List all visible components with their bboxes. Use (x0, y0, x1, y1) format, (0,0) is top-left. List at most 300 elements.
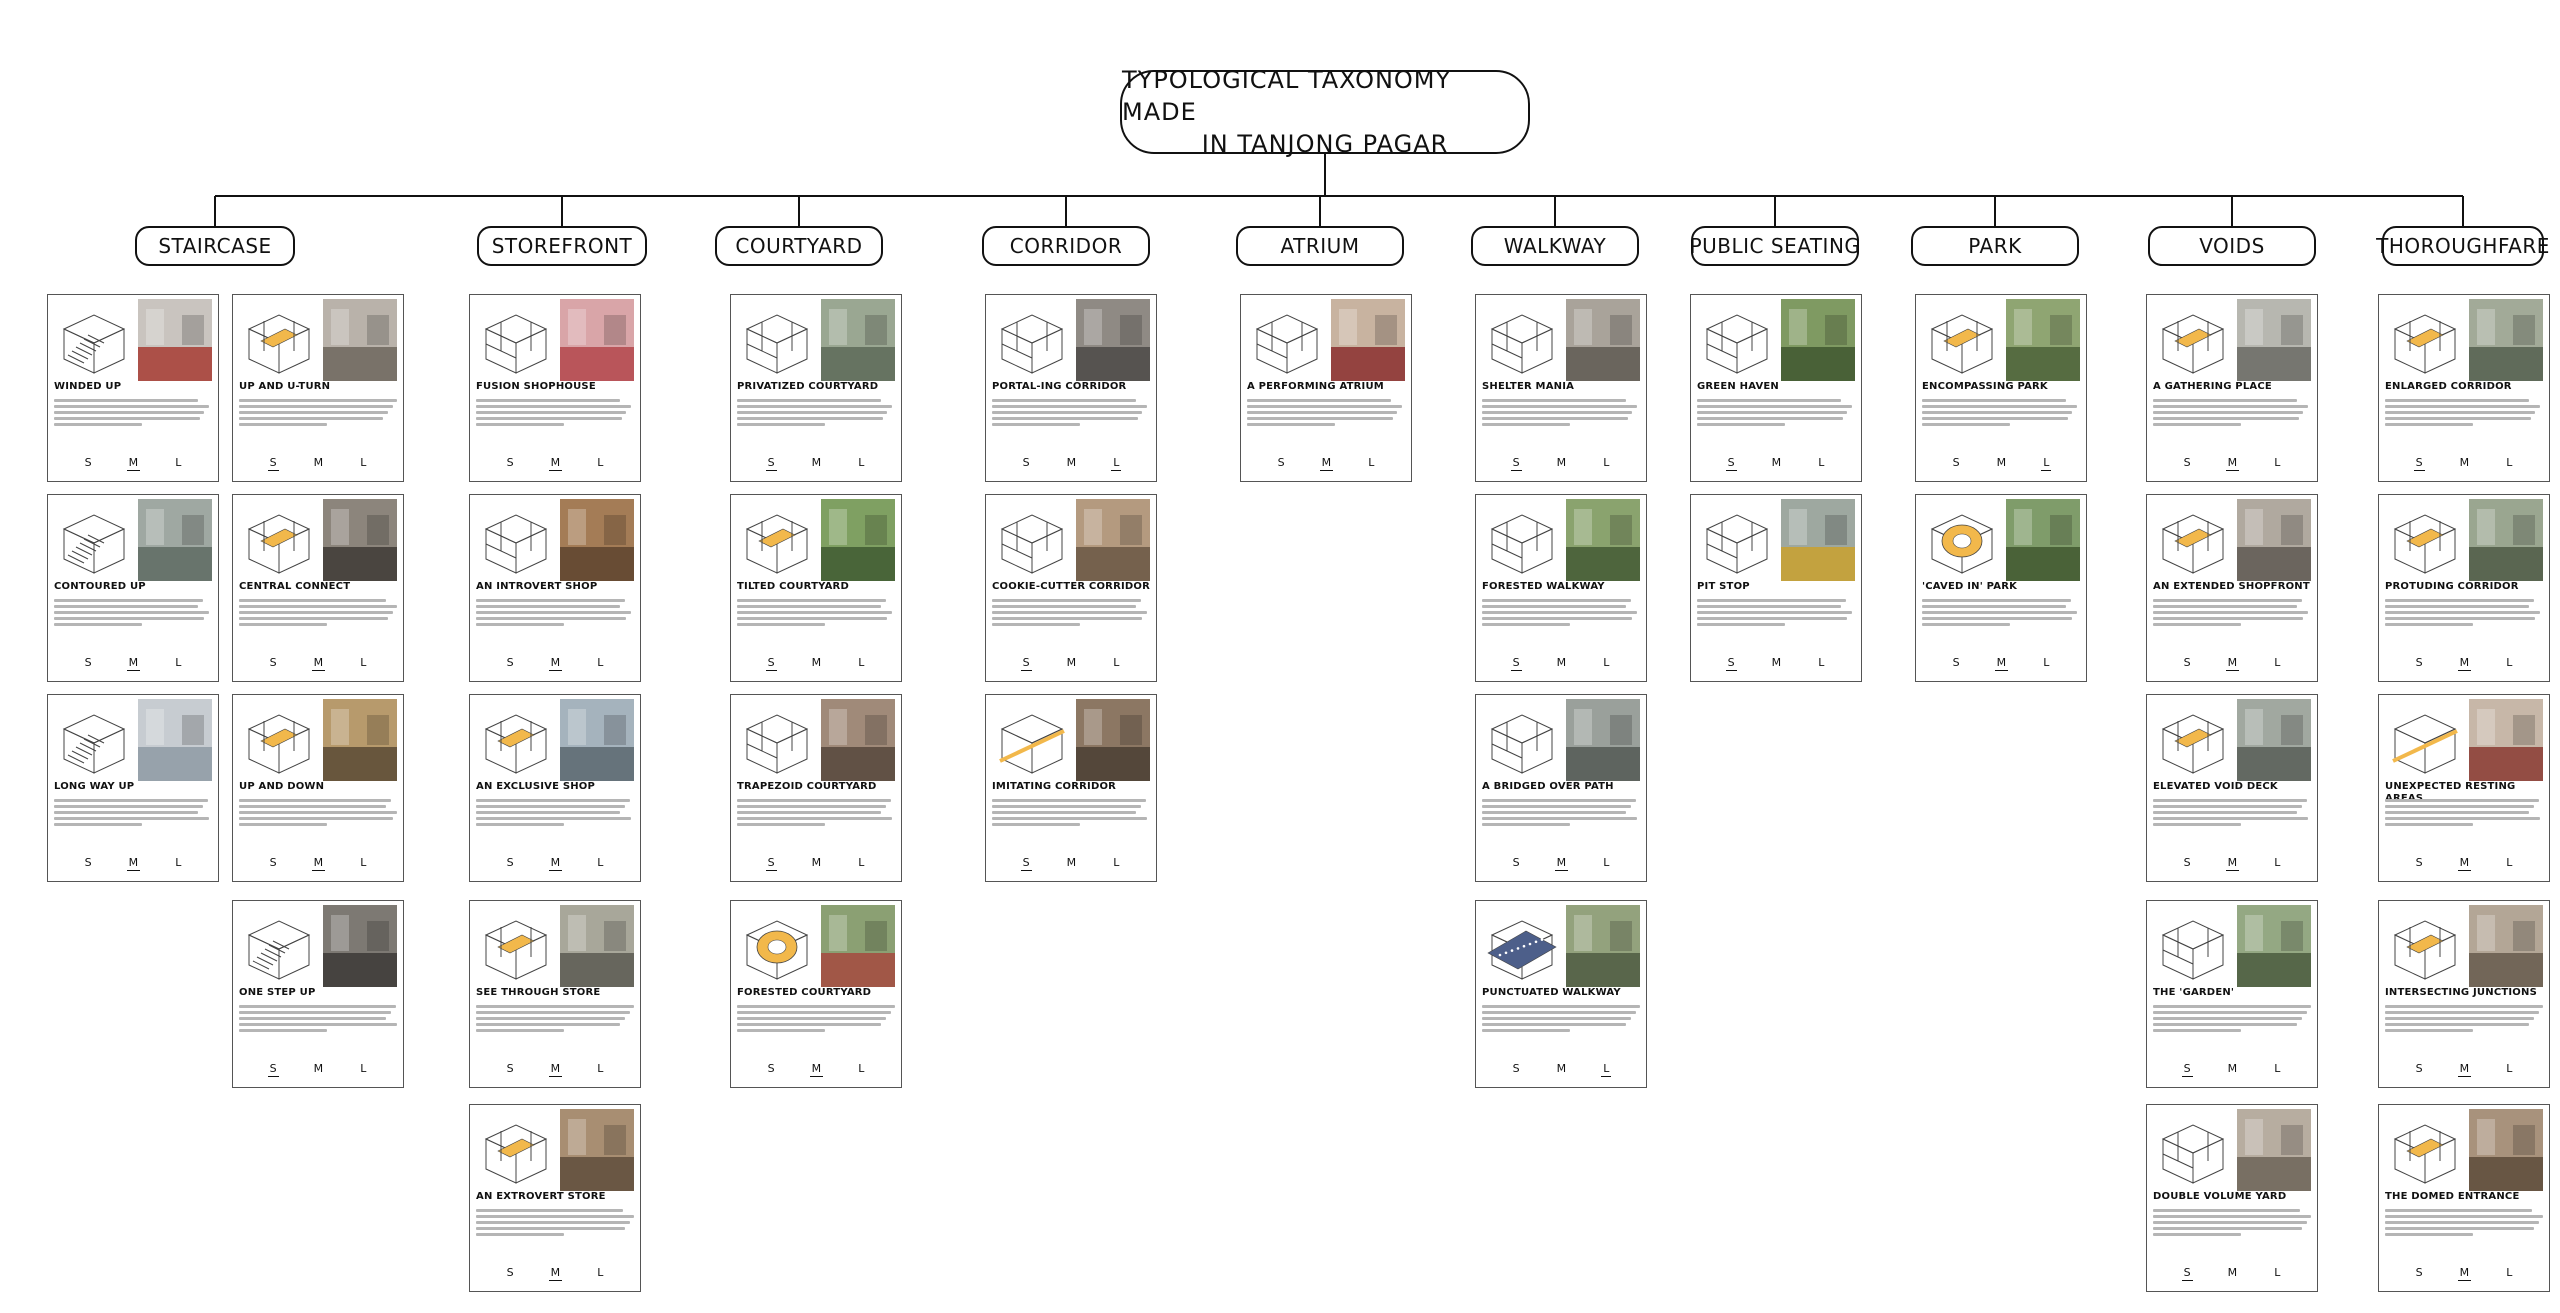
size-label-l: L (597, 656, 604, 669)
size-label-l: L (1368, 456, 1375, 469)
axonometric-sketch (2385, 701, 2465, 777)
size-label-s: S (84, 856, 92, 869)
size-label-s: S (269, 856, 277, 869)
typology-name: TILTED COURTYARD (737, 581, 849, 592)
typology-card (1475, 900, 1647, 1088)
description-text-placeholder (1697, 399, 1857, 439)
size-scale (1476, 856, 1646, 871)
size-label-s: S (1952, 656, 1960, 669)
category-thoroughfare: THOROUGHFARE (2382, 226, 2544, 266)
site-photo (138, 499, 212, 581)
description-text-placeholder (1247, 399, 1407, 439)
size-label-l: L (597, 856, 604, 869)
description-text-placeholder (476, 399, 636, 439)
size-scale (48, 856, 218, 871)
typology-card (2146, 694, 2318, 882)
typology-card (47, 494, 219, 682)
typology-card (730, 694, 902, 882)
size-label-l: L (1818, 456, 1825, 469)
size-label-m: M (1556, 856, 1567, 869)
axonometric-sketch (54, 301, 134, 377)
size-scale (986, 456, 1156, 471)
size-label-m: M (1066, 856, 1077, 869)
size-scale (2147, 1062, 2317, 1077)
site-photo (1076, 299, 1150, 381)
site-photo (560, 1109, 634, 1191)
size-scale (233, 456, 403, 471)
size-scale (1476, 1062, 1646, 1077)
typology-name: SEE THROUGH STORE (476, 987, 601, 998)
description-text-placeholder (1922, 599, 2082, 639)
size-label-m: M (550, 456, 561, 469)
site-photo (323, 499, 397, 581)
axonometric-sketch (239, 501, 319, 577)
description-text-placeholder (1482, 799, 1642, 839)
typology-card (2378, 1104, 2550, 1292)
size-label-s: S (1022, 856, 1030, 869)
typology-name: AN EXTROVERT STORE (476, 1191, 606, 1202)
description-text-placeholder (1482, 399, 1642, 439)
description-text-placeholder (2153, 599, 2313, 639)
size-label-s: S (1727, 456, 1735, 469)
description-text-placeholder (476, 799, 636, 839)
typology-card (730, 294, 902, 482)
axonometric-sketch (1482, 301, 1562, 377)
site-photo (2469, 499, 2543, 581)
size-label-l: L (2506, 1062, 2513, 1075)
size-label-s: S (2415, 656, 2423, 669)
typology-card (1475, 694, 1647, 882)
size-label-m: M (313, 456, 324, 469)
axonometric-sketch (1482, 501, 1562, 577)
size-scale (2147, 656, 2317, 671)
typology-name: PUNCTUATED WALKWAY (1482, 987, 1621, 998)
size-label-l: L (858, 456, 865, 469)
site-photo (821, 905, 895, 987)
size-label-m: M (1066, 456, 1077, 469)
size-label-l: L (360, 1062, 367, 1075)
axonometric-sketch (54, 501, 134, 577)
size-label-s: S (269, 1062, 277, 1075)
size-label-s: S (2183, 456, 2191, 469)
size-label-l: L (1603, 1062, 1610, 1075)
size-label-m: M (128, 656, 139, 669)
typology-name: IMITATING CORRIDOR (992, 781, 1117, 792)
typology-card (469, 294, 641, 482)
size-label-s: S (1022, 456, 1030, 469)
typology-card (1690, 494, 1862, 682)
typology-card (47, 694, 219, 882)
site-photo (560, 299, 634, 381)
axonometric-sketch (1922, 501, 2002, 577)
size-scale (731, 456, 901, 471)
size-label-l: L (2274, 656, 2281, 669)
description-text-placeholder (2385, 399, 2545, 439)
size-label-l: L (858, 656, 865, 669)
axonometric-sketch (2153, 701, 2233, 777)
typology-card (232, 900, 404, 1088)
size-label-l: L (597, 1266, 604, 1279)
size-scale (470, 1266, 640, 1281)
size-label-l: L (2506, 656, 2513, 669)
size-scale (1916, 456, 2086, 471)
size-label-m: M (2227, 1266, 2238, 1279)
axonometric-sketch (1922, 301, 2002, 377)
axonometric-sketch (1247, 301, 1327, 377)
axonometric-sketch (1482, 701, 1562, 777)
description-text-placeholder (2385, 799, 2545, 839)
size-label-m: M (313, 856, 324, 869)
site-photo (2469, 1109, 2543, 1191)
size-label-s: S (506, 1062, 514, 1075)
size-label-m: M (1556, 1062, 1567, 1075)
size-label-s: S (2415, 856, 2423, 869)
category-corridor: CORRIDOR (982, 226, 1150, 266)
site-photo (560, 699, 634, 781)
site-photo (1781, 499, 1855, 581)
size-label-s: S (2183, 656, 2191, 669)
size-label-m: M (1066, 656, 1077, 669)
site-photo (2237, 499, 2311, 581)
size-scale (470, 456, 640, 471)
size-label-m: M (2459, 456, 2470, 469)
size-label-m: M (811, 456, 822, 469)
axonometric-sketch (2153, 301, 2233, 377)
axonometric-sketch (1697, 301, 1777, 377)
axonometric-sketch (2153, 501, 2233, 577)
size-label-s: S (84, 456, 92, 469)
size-scale (2379, 1062, 2549, 1077)
size-label-l: L (2506, 456, 2513, 469)
typology-card (1915, 494, 2087, 682)
size-label-s: S (2415, 1062, 2423, 1075)
description-text-placeholder (2153, 1209, 2313, 1249)
size-scale (233, 1062, 403, 1077)
size-label-l: L (360, 856, 367, 869)
title-line-2: IN TANJONG PAGAR (1201, 130, 1449, 158)
typology-name: A GATHERING PLACE (2153, 381, 2272, 392)
size-label-m: M (2459, 1266, 2470, 1279)
typology-card (1915, 294, 2087, 482)
size-label-m: M (128, 456, 139, 469)
description-text-placeholder (476, 1209, 636, 1249)
description-text-placeholder (2153, 1005, 2313, 1045)
size-scale (470, 1062, 640, 1077)
size-label-s: S (269, 656, 277, 669)
typology-name: A BRIDGED OVER PATH (1482, 781, 1614, 792)
size-scale (470, 856, 640, 871)
typology-name: GREEN HAVEN (1697, 381, 1779, 392)
size-label-m: M (2459, 656, 2470, 669)
title-line-1: TYPOLOGICAL TAXONOMY MADE (1122, 66, 1452, 126)
size-scale (731, 656, 901, 671)
size-scale (1691, 456, 1861, 471)
category-atrium: ATRIUM (1236, 226, 1404, 266)
typology-card (2378, 900, 2550, 1088)
size-label-s: S (506, 1266, 514, 1279)
size-scale (233, 656, 403, 671)
size-label-s: S (1512, 856, 1520, 869)
size-scale (1476, 456, 1646, 471)
site-photo (1566, 699, 1640, 781)
size-label-m: M (2227, 1062, 2238, 1075)
typology-card (2146, 494, 2318, 682)
size-label-m: M (313, 656, 324, 669)
description-text-placeholder (239, 399, 399, 439)
typology-name: DOUBLE VOLUME YARD (2153, 1191, 2287, 1202)
description-text-placeholder (54, 799, 214, 839)
size-scale (2379, 1266, 2549, 1281)
axonometric-sketch (737, 701, 817, 777)
typology-card (2378, 294, 2550, 482)
description-text-placeholder (239, 1005, 399, 1045)
size-label-l: L (1113, 656, 1120, 669)
site-photo (323, 299, 397, 381)
category-public-seating: PUBLIC SEATING (1691, 226, 1859, 266)
size-label-s: S (269, 456, 277, 469)
axonometric-sketch (476, 301, 556, 377)
typology-name: AN EXCLUSIVE SHOP (476, 781, 596, 792)
site-photo (2006, 499, 2080, 581)
typology-name: ONE STEP UP (239, 987, 316, 998)
typology-card (232, 694, 404, 882)
size-scale (986, 856, 1156, 871)
size-scale (2379, 656, 2549, 671)
axonometric-sketch (737, 907, 817, 983)
size-label-m: M (550, 656, 561, 669)
axonometric-sketch (2153, 1111, 2233, 1187)
size-label-m: M (313, 1062, 324, 1075)
size-scale (731, 1062, 901, 1077)
description-text-placeholder (992, 799, 1152, 839)
typology-name: CONTOURED UP (54, 581, 146, 592)
description-text-placeholder (239, 799, 399, 839)
site-photo (138, 699, 212, 781)
description-text-placeholder (476, 1005, 636, 1045)
typology-card (2378, 494, 2550, 682)
size-scale (1476, 656, 1646, 671)
size-label-s: S (767, 656, 775, 669)
category-courtyard: COURTYARD (715, 226, 883, 266)
typology-name: COOKIE-CUTTER CORRIDOR (992, 581, 1150, 592)
typology-name: FORESTED COURTYARD (737, 987, 872, 998)
site-photo (1566, 905, 1640, 987)
size-scale (2379, 856, 2549, 871)
typology-name: SHELTER MANIA (1482, 381, 1575, 392)
typology-name: AN INTROVERT SHOP (476, 581, 598, 592)
site-photo (560, 499, 634, 581)
description-text-placeholder (1482, 1005, 1642, 1045)
description-text-placeholder (1697, 599, 1857, 639)
typology-card (47, 294, 219, 482)
site-photo (2237, 1109, 2311, 1191)
site-photo (2469, 905, 2543, 987)
description-text-placeholder (54, 399, 214, 439)
typology-name: PRIVATIZED COURTYARD (737, 381, 879, 392)
typology-name: ENCOMPASSING PARK (1922, 381, 2048, 392)
size-label-s: S (506, 856, 514, 869)
site-photo (2469, 299, 2543, 381)
size-label-m: M (811, 656, 822, 669)
size-scale (2147, 1266, 2317, 1281)
typology-name: WINDED UP (54, 381, 122, 392)
site-photo (1566, 299, 1640, 381)
size-scale (1241, 456, 1411, 471)
description-text-placeholder (2385, 1209, 2545, 1249)
size-label-l: L (2274, 456, 2281, 469)
site-photo (2469, 699, 2543, 781)
site-photo (323, 699, 397, 781)
typology-name: AN EXTENDED SHOPFRONT (2153, 581, 2310, 592)
typology-name: ELEVATED VOID DECK (2153, 781, 2278, 792)
category-storefront: STOREFRONT (477, 226, 647, 266)
size-scale (986, 656, 1156, 671)
typology-card (2146, 900, 2318, 1088)
typology-name: CENTRAL CONNECT (239, 581, 351, 592)
description-text-placeholder (2153, 399, 2313, 439)
size-label-s: S (1952, 456, 1960, 469)
typology-card (730, 900, 902, 1088)
size-label-l: L (858, 856, 865, 869)
size-label-l: L (2043, 456, 2050, 469)
typology-name: UP AND U-TURN (239, 381, 331, 392)
size-scale (48, 456, 218, 471)
typology-name: INTERSECTING JUNCTIONS (2385, 987, 2537, 998)
typology-name: FORESTED WALKWAY (1482, 581, 1605, 592)
typology-card (985, 694, 1157, 882)
axonometric-sketch (239, 907, 319, 983)
axonometric-sketch (476, 1111, 556, 1187)
size-label-m: M (811, 856, 822, 869)
typology-name: A PERFORMING ATRIUM (1247, 381, 1384, 392)
axonometric-sketch (1697, 501, 1777, 577)
size-label-l: L (858, 1062, 865, 1075)
typology-name: PORTAL-ING CORRIDOR (992, 381, 1127, 392)
description-text-placeholder (737, 1005, 897, 1045)
site-photo (2237, 299, 2311, 381)
typology-card (1240, 294, 1412, 482)
size-label-l: L (2506, 856, 2513, 869)
size-label-m: M (1556, 656, 1567, 669)
size-label-m: M (550, 856, 561, 869)
size-label-l: L (1113, 856, 1120, 869)
typology-name: TRAPEZOID COURTYARD (737, 781, 877, 792)
typology-card (2378, 694, 2550, 882)
typology-name: FUSION SHOPHOUSE (476, 381, 596, 392)
typology-name: UP AND DOWN (239, 781, 325, 792)
diagram-title (1120, 66, 1530, 158)
size-label-m: M (2227, 656, 2238, 669)
description-text-placeholder (992, 599, 1152, 639)
typology-card (1475, 494, 1647, 682)
size-label-s: S (2415, 1266, 2423, 1279)
typology-card (469, 494, 641, 682)
typology-card (985, 294, 1157, 482)
typology-card (232, 494, 404, 682)
axonometric-sketch (476, 907, 556, 983)
category-voids: VOIDS (2148, 226, 2316, 266)
size-label-l: L (360, 656, 367, 669)
size-label-m: M (2459, 1062, 2470, 1075)
size-label-s: S (1512, 456, 1520, 469)
size-scale (731, 856, 901, 871)
description-text-placeholder (476, 599, 636, 639)
typology-card (469, 900, 641, 1088)
site-photo (2006, 299, 2080, 381)
size-label-l: L (2274, 1062, 2281, 1075)
size-label-m: M (1996, 656, 2007, 669)
size-label-s: S (506, 656, 514, 669)
size-label-l: L (175, 656, 182, 669)
axonometric-sketch (737, 301, 817, 377)
description-text-placeholder (2385, 599, 2545, 639)
typology-name: THE 'GARDEN' (2153, 987, 2235, 998)
axonometric-sketch (992, 501, 1072, 577)
site-photo (1331, 299, 1405, 381)
size-label-m: M (811, 1062, 822, 1075)
size-label-l: L (1818, 656, 1825, 669)
site-photo (821, 499, 895, 581)
axonometric-sketch (2153, 907, 2233, 983)
axonometric-sketch (2385, 907, 2465, 983)
axonometric-sketch (54, 701, 134, 777)
description-text-placeholder (737, 799, 897, 839)
size-label-l: L (360, 456, 367, 469)
size-label-s: S (2183, 1062, 2191, 1075)
typology-name: LONG WAY UP (54, 781, 135, 792)
size-label-s: S (1512, 656, 1520, 669)
size-label-l: L (1603, 456, 1610, 469)
axonometric-sketch (476, 701, 556, 777)
site-photo (323, 905, 397, 987)
description-text-placeholder (2385, 1005, 2545, 1045)
typology-name: UNEXPECTED RESTING (2385, 781, 2516, 792)
typology-card (985, 494, 1157, 682)
size-label-l: L (175, 456, 182, 469)
typology-name: THE DOMED ENTRANCE (2385, 1191, 2520, 1202)
size-label-m: M (1321, 456, 1332, 469)
size-label-l: L (2274, 856, 2281, 869)
axonometric-sketch (2385, 1111, 2465, 1187)
size-label-m: M (550, 1266, 561, 1279)
typology-card (469, 694, 641, 882)
site-photo (1076, 499, 1150, 581)
size-label-m: M (1771, 656, 1782, 669)
size-label-m: M (2459, 856, 2470, 869)
typology-name: PIT STOP (1697, 581, 1750, 592)
size-label-s: S (1022, 656, 1030, 669)
axonometric-sketch (2385, 501, 2465, 577)
size-label-m: M (1771, 456, 1782, 469)
size-label-m: M (1996, 456, 2007, 469)
size-label-s: S (1277, 456, 1285, 469)
category-walkway: WALKWAY (1471, 226, 1639, 266)
axonometric-sketch (992, 301, 1072, 377)
size-scale (1691, 656, 1861, 671)
axonometric-sketch (239, 701, 319, 777)
description-text-placeholder (239, 599, 399, 639)
site-photo (1781, 299, 1855, 381)
site-photo (560, 905, 634, 987)
typology-name: 'CAVED IN' PARK (1922, 581, 2018, 592)
size-label-s: S (2415, 456, 2423, 469)
size-scale (48, 656, 218, 671)
axonometric-sketch (476, 501, 556, 577)
typology-card (1690, 294, 1862, 482)
size-label-s: S (1512, 1062, 1520, 1075)
site-photo (1566, 499, 1640, 581)
size-label-l: L (2274, 1266, 2281, 1279)
